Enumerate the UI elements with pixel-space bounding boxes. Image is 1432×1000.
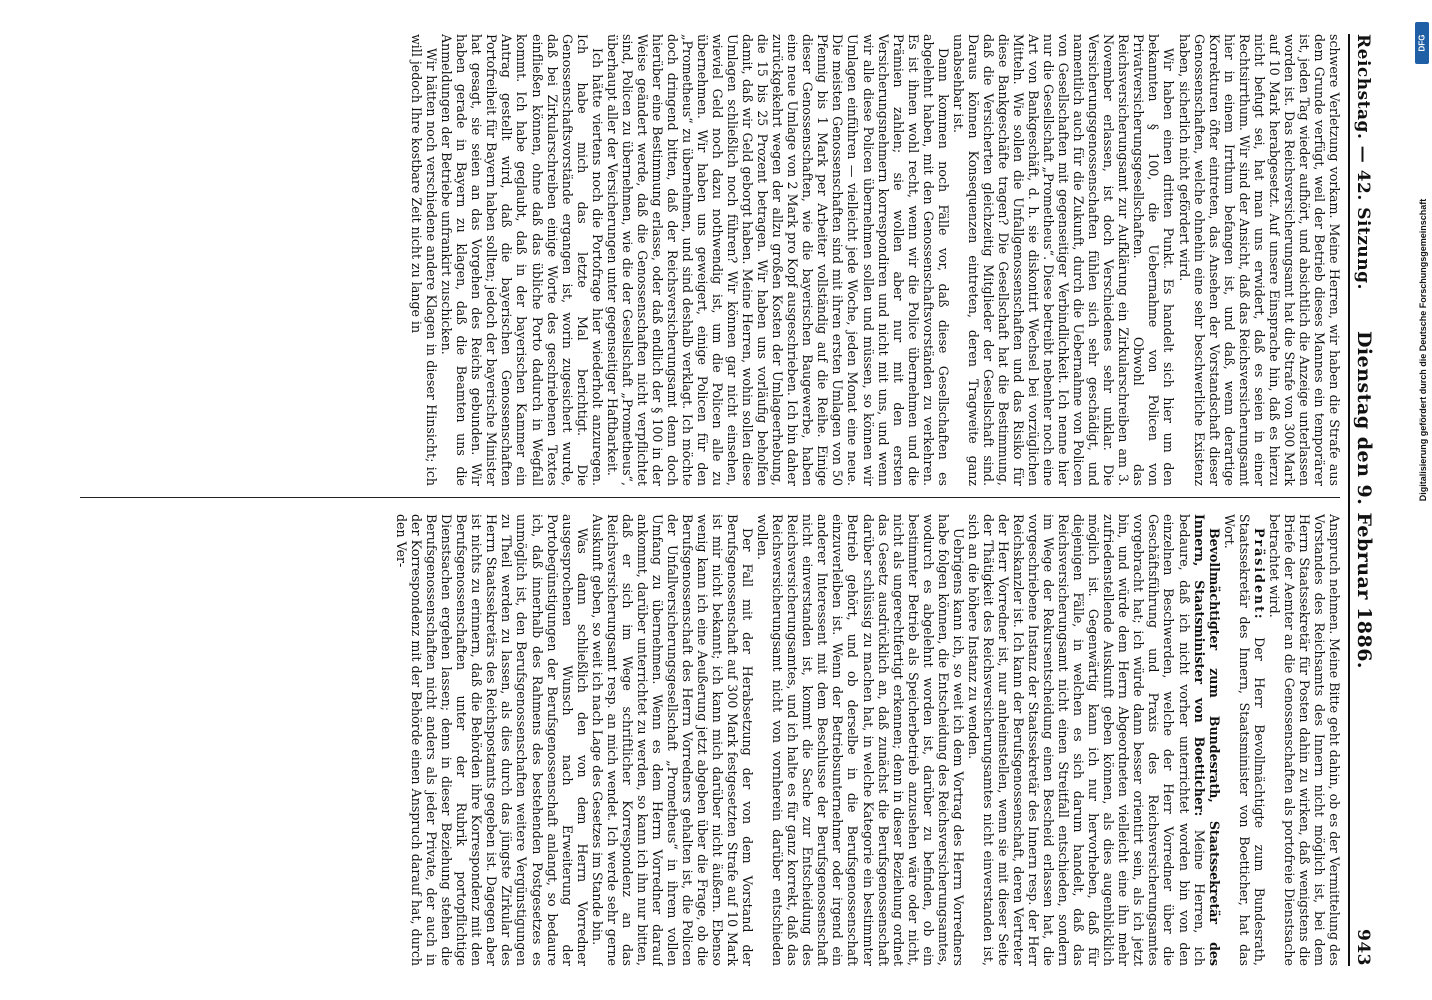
speech-text: Der Herr Bevollmächtigte zum Bundesrath, Staatssekretär des Innern, Staatsminister von Boetticher, hat das Wort. bbox=[1221, 514, 1267, 966]
digitization-credit bbox=[1416, 70, 1430, 630]
speech-intro bbox=[966, 514, 1222, 966]
header-date: Dienstag den 9. Februar 1886. bbox=[1353, 330, 1375, 670]
paragraph: Der Fall mit der Herabsetzung der von dem Vorstand der Berufsgenossenschaft auf 300 Mark festgesetzten Strafe auf 10 Mark ist mir nicht bekannt; ich kann mich darüber nicht äußern. Ebenso wenig kann ich eine Aeußerung jetzt abgeben über die Frage, ob die Berufsgenossenschaft des Herrn Vorredners gehalten ist, die Policen der Unfallversicherungsgesellschaft „Prometheus“ in ihrem vollen Umfang zu übernehmen. Wenn es dem Herrn Vorredner darauf ankommt, darüber unterrichtet zu werden, so kann ich ihn nur bitten, daß er sich im Wege schriftlicher Korrespondenz an das Reichsversicherungsamt resp. an mich wendet. Ich werde sehr gerne Auskunft geben, so weit ich nach Lage des Gesetzes im Stande bin. bbox=[589, 514, 756, 966]
credit-text: Digitalisierung gefördert durch die Deutsche Forschungsgemeinschaft bbox=[1418, 198, 1428, 502]
dfg-logo-text: DFG bbox=[1417, 34, 1427, 52]
paragraph: Dann kommen noch Fälle vor, daß diese Gesellschaften es abgelehnt haben, mit den Genossenschaftsvorständen zu verkehren. Es ist ihnen wohl recht, wenn wir die Police übernehmen und die Prämien zahlen; sie wollen aber nur mit den ersten Versicherungsnehmern korrespondiren und nicht mit uns, und wenn wir alle diese Policen übernehmen sollen und müssen, so können wir Umlagen einführen — vielleicht jede Woche, jeden Monat eine neue. Die meisten Genossenschaften sind mit ihren ersten Umlagen von 50 Pfennig bis 1 Mark per Arbeiter vollständig auf die Reihe. Einige dieser Genossenschaften, wie die bayerischen Baugewerbe, haben eine neue Umlage von 2 Mark pro Kopf ausgeschrieben. Ich bin daher zurückgekehrt wegen der allzu großen Kosten der Umlageerhebung, die 15 bis 25 Prozent betragen. Wir haben uns vorläufig beholfen damit, daß wir Geld geborgt haben. Meine Herren, wohin sollen diese Umlagen schließlich noch führen? Wir können gar nicht einsehen, wieviel Geld noch dazu nothwendig ist, um die Policen alle zu übernehmen. Wir haben uns geweigert, einige Policen für den „Prometheus“ zu übernehmen, und sind deshalb verklagt. Ich möchte doch dringend bitten, daß der Reichsversicherungsamt denn doch hierüber eine Bestimmung erlasse, oder daß endlich der § 100 in der Weise geändert werde, daß die Genossenschaften nicht verpflichtet sind, Policen zu übernehmen, wie die der Gesellschaft „Prometheus“, überhaupt aller der Versicherungen unter gegenseitiger Haftbarkeit. bbox=[604, 34, 951, 486]
dfg-logo bbox=[1415, 22, 1429, 64]
column-divider bbox=[80, 497, 1340, 498]
paragraph: Ich hätte viertens noch die Portofrage hier wiederholt anzuregen. Ich habe mich das letzte Mal berichtigt. Die Genossenschaftsvorstände ergangen ist, worin zugesichert wurde, daß bei Zirkularschreiben einige Worte des geschriebenen Textes einfließen können, ohne daß das übliche Porto dadurch in Wegfall kommt. Ich habe geglaubt, daß in der bayerischen Kammer ein Antrag gestellt wird, daß die bayerischen Genossenschaften Portofreiheit für Bayern haben sollten; jedoch der bayerische Minister hat gesagt, sie seien an das Vorgehen des Reichs gebunden. Wir haben gerade in Bayern zu klagen, daß die Beamten uns die Anmeldungen der Betriebe unfrankirt zuschicken. bbox=[439, 34, 605, 486]
page-number: 943 bbox=[1353, 929, 1373, 966]
left-column bbox=[77, 34, 1342, 486]
paragraph: Uebrigens kann ich, so weit ich dem Vortrag des Herrn Vorredners habe folgen können, die Entscheidung des Reichsversicherungsamtes, wodurch es abgelehnt worden ist, darüber zu befinden, ob ein bestimmter Betrieb als Speicherbetrieb anzusehen wäre oder nicht, nicht als ungerechtfertigt erkennen; denn in dieser Beziehung ordnet das Gesetz ausdrücklich an, daß zunächst die Berufsgenossenschaft darüber schlüssig zu machen hat, in welche Kategorie ein bestimmter Betrieb gehört, und ob derselbe in die Berufsgenossenschaft einzuverleiben ist. Wenn der Betriebsunternehmer oder irgend ein anderer Interessent mit dem Beschlusse der Berufsgenossenschaft nicht einverstanden ist, kommt die Sache zur Entscheidung des Reichsversicherungsamtes, und ich halte es für ganz korrekt, daß das Reichsversicherungsamt nicht von vornherein darüber entschieden wollen. bbox=[755, 514, 966, 966]
speech-intro bbox=[1222, 514, 1267, 966]
page-header bbox=[1348, 34, 1384, 966]
speaker-name: Präsident: bbox=[1251, 528, 1267, 621]
header-session: Reichstag. — 42. Sitzung. bbox=[1353, 34, 1373, 290]
paragraph: Anspruch nehmen. Meine Bitte geht dahin, ob es der Vermittelung des Vorstandes des Reichsamts des Innern nicht möglich ist, bei dem Herrn Staatssekretär für Posten dahin zu wirken, daß wenigstens die Briefe der Aemter an die Genossenschaften als portofreie Dienstsache betrachtet wird. bbox=[1266, 514, 1342, 966]
paragraph: Wir hätten noch verschiedene andere Klagen in dieser Hinsicht; ich will jedoch Ihre kostbare Zeit nicht zu lange in bbox=[409, 34, 440, 486]
right-column bbox=[77, 514, 1342, 966]
paragraph: Wir haben einen dritten Punkt. Es handelt sich hier um den bekannten § 100, die Uebernahme von Policen von Privatversicherungsgesellschaften. Obwohl das Reichsversicherungsamt zur Aufklärung ein Zirkularschreiben am 3. November erlassen, ist doch Verschiedenes sehr unklar. Die Versicherungsgenossenschaften fühlen sich sehr geschädigt, und namentlich auch für die Zukunft, durch die Uebernahme von Policen von Gesellschaften mit gegenseitiger Verbindlichkeit. Ich nenne hier nur die Gesellschaft „Prometheus“. Diese betreibt nebenher noch eine Art von Bankgeschäft, d. h. sie diskontirt Wechsel bei vorzüglichen Mitteln. Wie sollen die Unfallgenossenschaften und das Risiko für diese Bankgeschäfte tragen? Die Gesellschaft hat die Bestimmung, daß die Versicherten gleichzeitig Mitglieder der Gesellschaft sind. Daraus können Konsequenzen eintreten, deren Tragweite ganz unabsehbar ist. bbox=[950, 34, 1177, 486]
speaker-name: Bevollmächtigter zum Bundesrath, Staatssekretär des Innern, Staatsminister von Boetticher: bbox=[1191, 514, 1222, 966]
speech-text: Meine Herren, ich bedaure, daß ich nicht vorher unterrichtet worden bin von den einzelnen Beschwerden, welche der Herr Vorredner über die Geschäftsführung und Praxis des Reichsversicherungsamtes vorgebracht hat; ich würde dann besser orientirt sein, als ich jetzt bin, und würde dem Herrn Abgeordneten vielleicht eine ihn mehr zufriedenstellende Auskunft geben können, als dies augenblicklich möglich ist. Gegenwärtig kann ich nur hervorheben, daß für diejenigen Fälle, in welchen es sich darum handelt, daß das Reichsversicherungsamt nicht einen Streitfall entschieden, sondern im Wege der Rekursentscheidung einen Bescheid erlassen hat, die vorgeschriebene Instanz der Staatssekretär des Innern resp. der Herr Reichskanzler ist. Ich kann der Berufsgenossenschaft, deren Vertreter der Herr Vorredner ist, nur anheimstellen, wenn sie mit dieser Seite der Thätigkeit des Reichsversicherungsamtes nicht einverstanden ist, sich an die höhere Instanz zu wenden. bbox=[965, 514, 1207, 966]
paragraph: Was dann schließlich den von dem Herrn Vorredner ausgesprochenen Wunsch nach Erweiterung der Portobegünstigungen der Berufsgenossenschaft anlangt, so bedaure ich, daß innerhalb des Rahmens des bestehenden Postgesetzes es unmöglich ist, den Berufsgenossenschaften weitere Vergünstigungen zu Theil werden zu lassen, als dies durch das jüngste Zirkular des Herrn Staatssekretärs des Reichspostamts gegeben ist. Dagegen aber ist nichts zu erinnern, daß die Behörden ihre Korrespondenz mit den Berufsgenossenschaften unter der Rubrik portopflichtige Dienstsachen ergehen lassen; denn in dieser Beziehung stehen die Berufsgenossenschaften nicht anders als jeder Private, der auch in der Korrespondenz mit der Behörde einen Anspruch darauf hat, durch den Ver- bbox=[394, 514, 590, 966]
paragraph: schwere Verletzung vorkam. Meine Herren, wir haben die Strafe aus dem Grunde verfügt, weil der Betrieb dieses Mannes ein temporärer ist, jeden Tag wieder aufhört, und absichtlich die Anzeige unterlassen worden ist. Das Reichsversicherungsamt hat die Strafe von 300 Mark auf 10 Mark herabgesetzt. Auf unsere Einsprache hin, daß es hierzu nicht befugt sei, hat man uns erwidert, daß es seien in einer Rechtsirrthum. Wir sind der Ansicht, daß das Reichsversicherungsamt hier in einem Irrthum befangen ist, und daß, wenn derartige Korrekturen öfter eintreten, das Ansehen der Vorstandschaft dieser Genossenschaften, welche ohnehin eine sehr beschwerliche Existenz haben, sicherlich nicht gefördert wird. bbox=[1176, 34, 1342, 486]
